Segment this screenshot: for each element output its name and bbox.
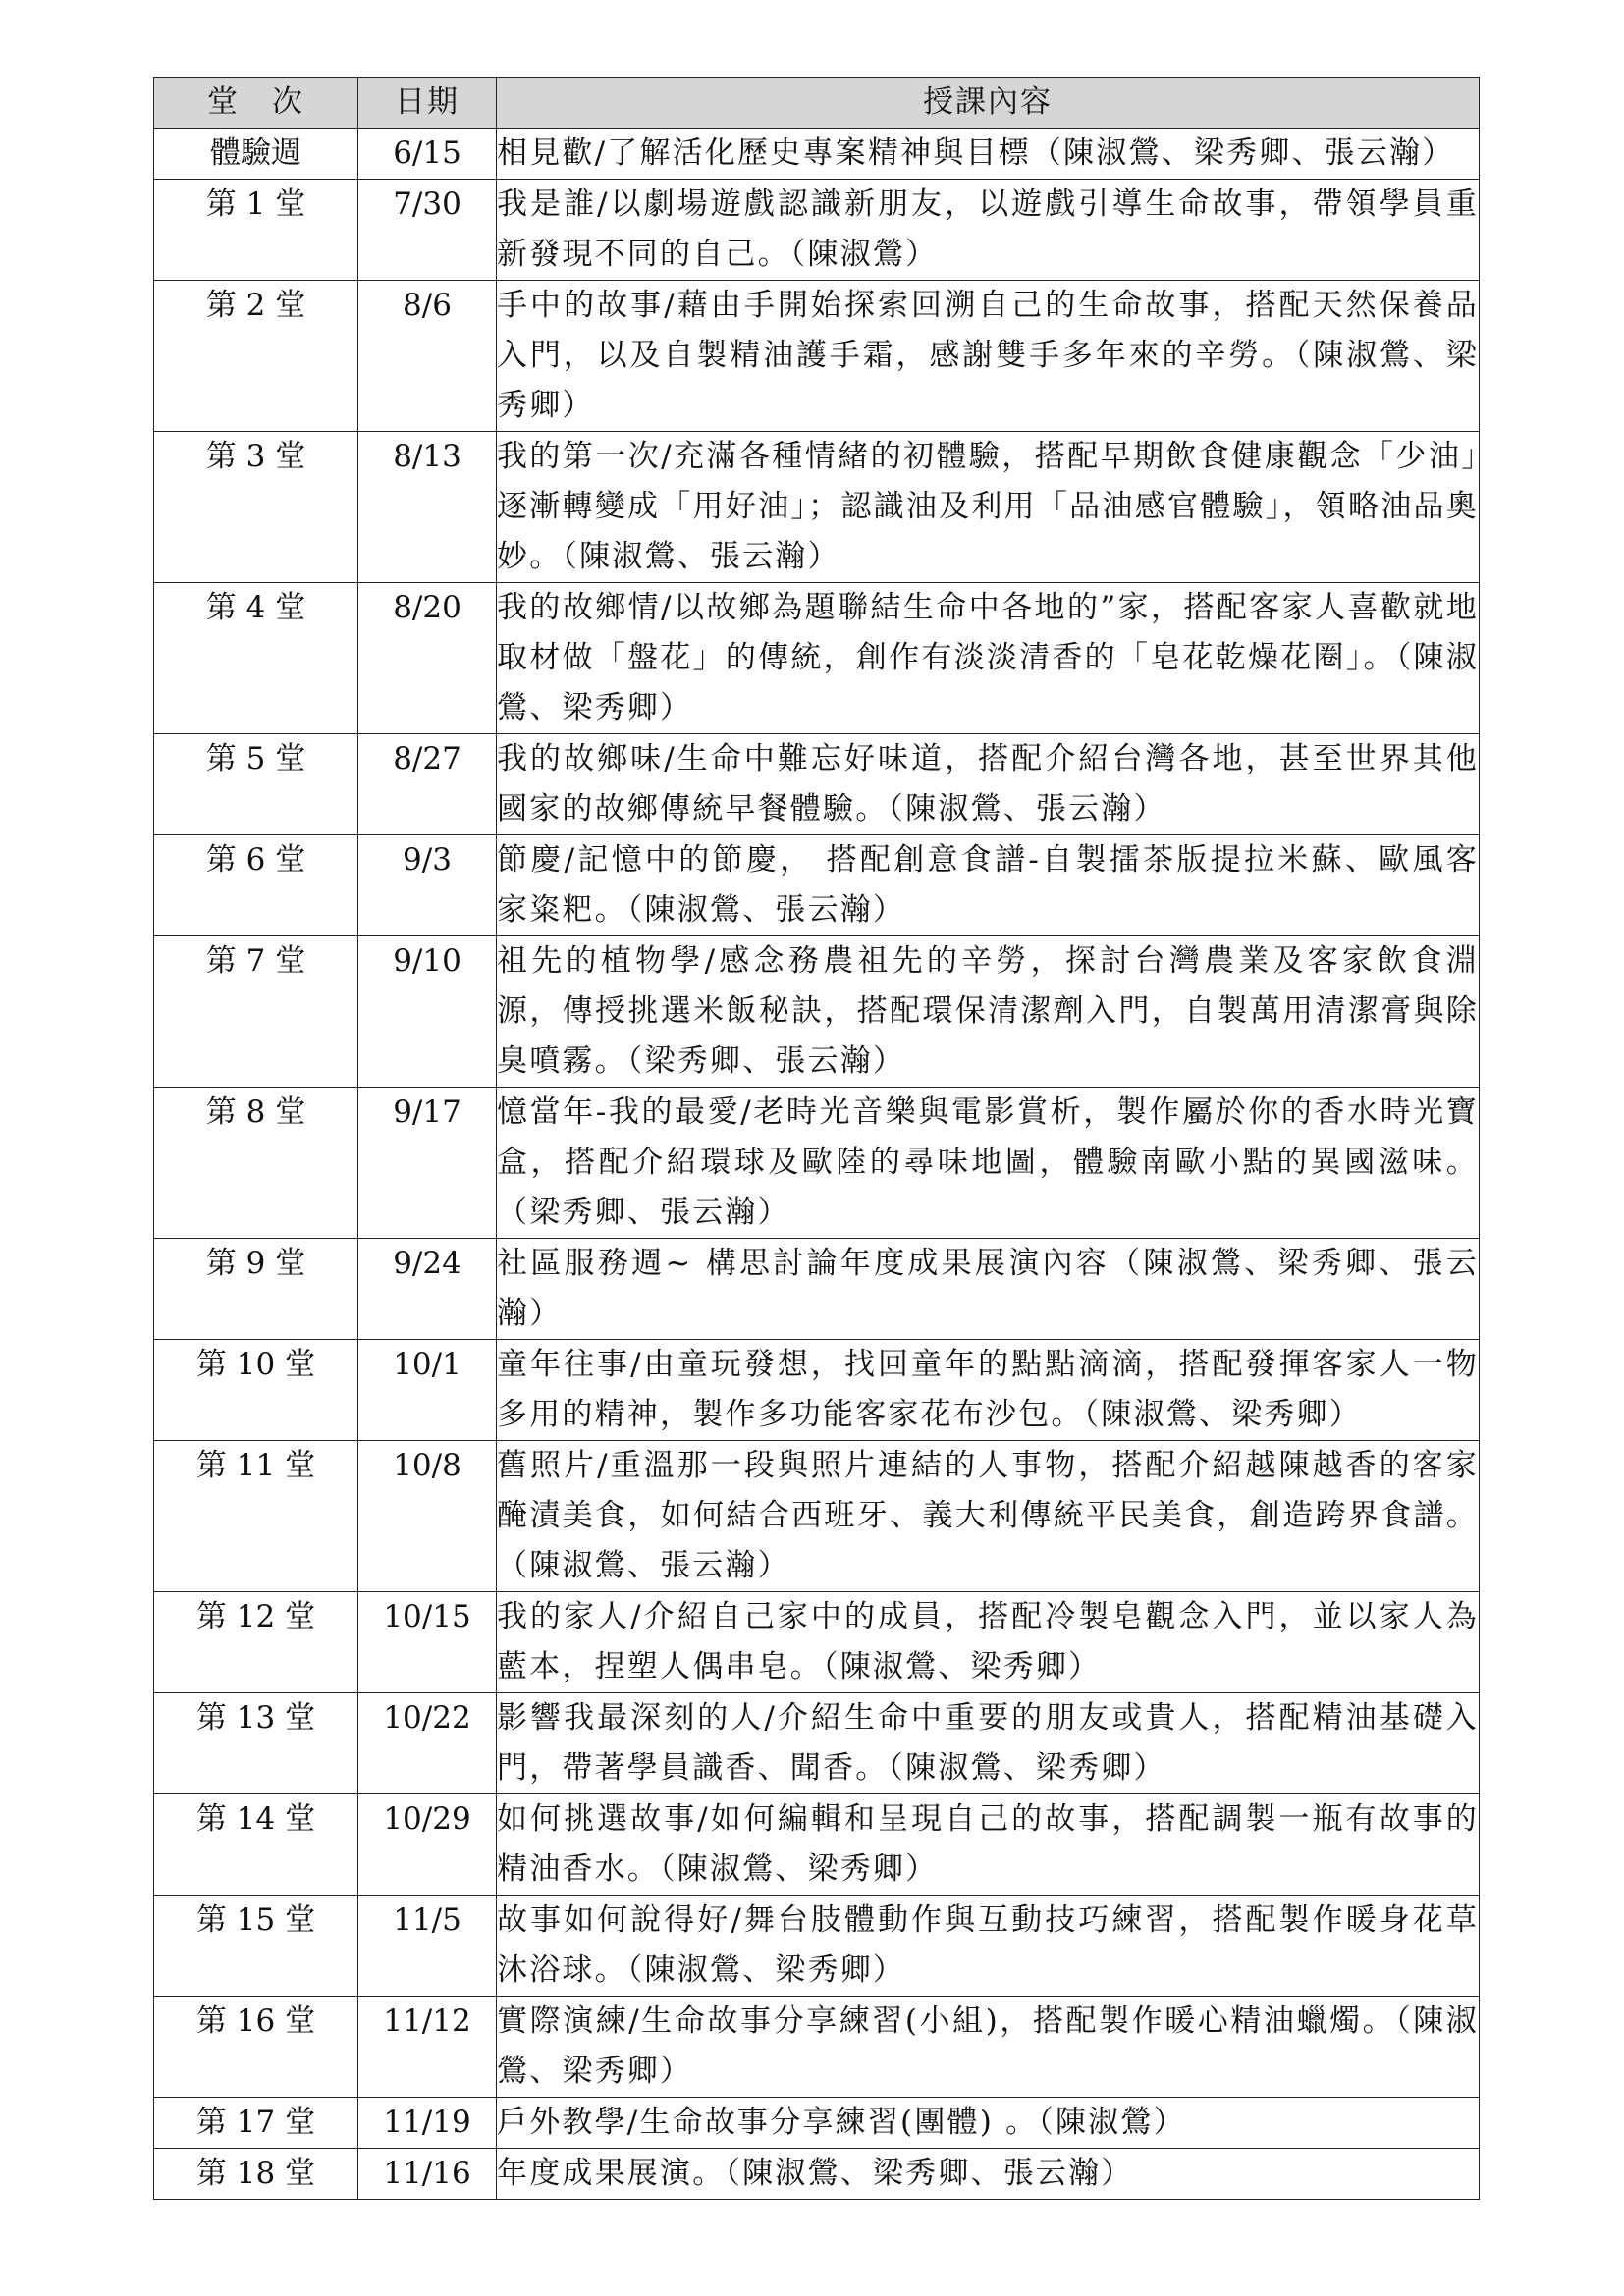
date-cell: 10/1: [358, 1340, 497, 1441]
table-row: [154, 1088, 1480, 1239]
session-cell: 第 12 堂: [154, 1592, 358, 1693]
date-cell: 11/19: [358, 2098, 497, 2149]
header-row: [154, 78, 1480, 129]
session-cell: 第 5 堂: [154, 734, 358, 835]
header-date: 日期: [358, 78, 497, 129]
table-row: [154, 835, 1480, 936]
session-cell: 第 6 堂: [154, 835, 358, 936]
session-cell: 第 4 堂: [154, 583, 358, 734]
table-row: [154, 129, 1480, 180]
content-cell: 社區服務週~ 構思討論年度成果展演內容（陳淑鶯、梁秀卿、張云瀚）: [497, 1239, 1480, 1340]
session-cell: 第 7 堂: [154, 936, 358, 1088]
session-cell: 第 16 堂: [154, 1997, 358, 2098]
date-cell: 9/17: [358, 1088, 497, 1239]
date-cell: 10/22: [358, 1693, 497, 1794]
table-row: [154, 734, 1480, 835]
table-row: [154, 1794, 1480, 1896]
course-schedule-table: [153, 77, 1480, 2200]
session-cell: 第 8 堂: [154, 1088, 358, 1239]
session-cell: 第 14 堂: [154, 1794, 358, 1896]
content-cell: 憶當年-我的最愛/老時光音樂與電影賞析，製作屬於你的香水時光寶盒，搭配介紹環球及歐陸的尋味地圖，體驗南歐小點的異國滋味。（梁秀卿、張云瀚）: [497, 1088, 1480, 1239]
table-row: [154, 1239, 1480, 1340]
table-row: [154, 2098, 1480, 2149]
session-cell: 第 18 堂: [154, 2149, 358, 2200]
session-cell: 體驗週: [154, 129, 358, 180]
date-cell: 11/12: [358, 1997, 497, 2098]
content-cell: 影響我最深刻的人/介紹生命中重要的朋友或貴人，搭配精油基礎入門，帶著學員識香、聞香。（陳淑鶯、梁秀卿）: [497, 1693, 1480, 1794]
table-row: [154, 180, 1480, 281]
content-cell: 我的故鄉情/以故鄉為題聯結生命中各地的”家，搭配客家人喜歡就地取材做「盤花」的傳統，創作有淡淡清香的「皂花乾燥花圈」。（陳淑鶯、梁秀卿）: [497, 583, 1480, 734]
table-row: [154, 936, 1480, 1088]
table-row: [154, 1340, 1480, 1441]
header-session: 堂 次: [154, 78, 358, 129]
content-cell: 祖先的植物學/感念務農祖先的辛勞，探討台灣農業及客家飲食淵源，傳授挑選米飯秘訣，搭配環保清潔劑入門，自製萬用清潔膏與除臭噴霧。（梁秀卿、張云瀚）: [497, 936, 1480, 1088]
session-cell: 第 11 堂: [154, 1441, 358, 1592]
session-cell: 第 3 堂: [154, 432, 358, 583]
date-cell: 8/20: [358, 583, 497, 734]
date-cell: 8/13: [358, 432, 497, 583]
session-cell: 第 13 堂: [154, 1693, 358, 1794]
content-cell: 節慶/記憶中的節慶， 搭配創意食譜-自製擂茶版提拉米蘇、歐風客家粢粑。（陳淑鶯、張云瀚）: [497, 835, 1480, 936]
session-cell: 第 2 堂: [154, 281, 358, 432]
date-cell: 10/15: [358, 1592, 497, 1693]
date-cell: 8/27: [358, 734, 497, 835]
content-cell: 年度成果展演。（陳淑鶯、梁秀卿、張云瀚）: [497, 2149, 1480, 2200]
header-content: 授課內容: [497, 78, 1480, 129]
session-cell: 第 9 堂: [154, 1239, 358, 1340]
content-cell: 我的家人/介紹自己家中的成員，搭配冷製皂觀念入門，並以家人為藍本，捏塑人偶串皂。（陳淑鶯、梁秀卿）: [497, 1592, 1480, 1693]
table-row: [154, 1693, 1480, 1794]
content-cell: 我的第一次/充滿各種情緒的初體驗，搭配早期飲食健康觀念「少油」逐漸轉變成「用好油」；認識油及利用「品油感官體驗」，領略油品奧妙。（陳淑鶯、張云瀚）: [497, 432, 1480, 583]
date-cell: 9/3: [358, 835, 497, 936]
table-row: [154, 1896, 1480, 1997]
date-cell: 9/24: [358, 1239, 497, 1340]
date-cell: 10/8: [358, 1441, 497, 1592]
table-row: [154, 432, 1480, 583]
content-cell: 舊照片/重溫那一段與照片連結的人事物，搭配介紹越陳越香的客家醃漬美食，如何結合西班牙、義大利傳統平民美食，創造跨界食譜。（陳淑鶯、張云瀚）: [497, 1441, 1480, 1592]
session-cell: 第 17 堂: [154, 2098, 358, 2149]
content-cell: 如何挑選故事/如何編輯和呈現自己的故事，搭配調製一瓶有故事的精油香水。（陳淑鶯、梁秀卿）: [497, 1794, 1480, 1896]
date-cell: 8/6: [358, 281, 497, 432]
content-cell: 我的故鄉味/生命中難忘好味道，搭配介紹台灣各地，甚至世界其他國家的故鄉傳統早餐體驗。（陳淑鶯、張云瀚）: [497, 734, 1480, 835]
content-cell: 故事如何說得好/舞台肢體動作與互動技巧練習，搭配製作暖身花草沐浴球。（陳淑鶯、梁秀卿）: [497, 1896, 1480, 1997]
content-cell: 戶外教學/生命故事分享練習(團體) 。（陳淑鶯）: [497, 2098, 1480, 2149]
table-row: [154, 1997, 1480, 2098]
content-cell: 我是誰/以劇場遊戲認識新朋友，以遊戲引導生命故事，帶領學員重新發現不同的自己。（陳淑鶯）: [497, 180, 1480, 281]
content-cell: 手中的故事/藉由手開始探索回溯自己的生命故事，搭配天然保養品入門，以及自製精油護手霜，感謝雙手多年來的辛勞。（陳淑鶯、梁秀卿）: [497, 281, 1480, 432]
date-cell: 9/10: [358, 936, 497, 1088]
table-body: [154, 129, 1480, 2200]
date-cell: 7/30: [358, 180, 497, 281]
date-cell: 11/5: [358, 1896, 497, 1997]
table-row: [154, 1441, 1480, 1592]
table-row: [154, 1592, 1480, 1693]
table-row: [154, 583, 1480, 734]
content-cell: 童年往事/由童玩發想，找回童年的點點滴滴，搭配發揮客家人一物多用的精神，製作多功能客家花布沙包。（陳淑鶯、梁秀卿）: [497, 1340, 1480, 1441]
session-cell: 第 15 堂: [154, 1896, 358, 1997]
course-schedule-sheet: [153, 77, 1479, 2200]
content-cell: 實際演練/生命故事分享練習(小組)，搭配製作暖心精油蠟燭。（陳淑鶯、梁秀卿）: [497, 1997, 1480, 2098]
table-row: [154, 281, 1480, 432]
date-cell: 6/15: [358, 129, 497, 180]
table-header: [154, 78, 1480, 129]
table-row: [154, 2149, 1480, 2200]
date-cell: 11/16: [358, 2149, 497, 2200]
content-cell: 相見歡/了解活化歷史專案精神與目標（陳淑鶯、梁秀卿、張云瀚）: [497, 129, 1480, 180]
session-cell: 第 10 堂: [154, 1340, 358, 1441]
date-cell: 10/29: [358, 1794, 497, 1896]
session-cell: 第 1 堂: [154, 180, 358, 281]
